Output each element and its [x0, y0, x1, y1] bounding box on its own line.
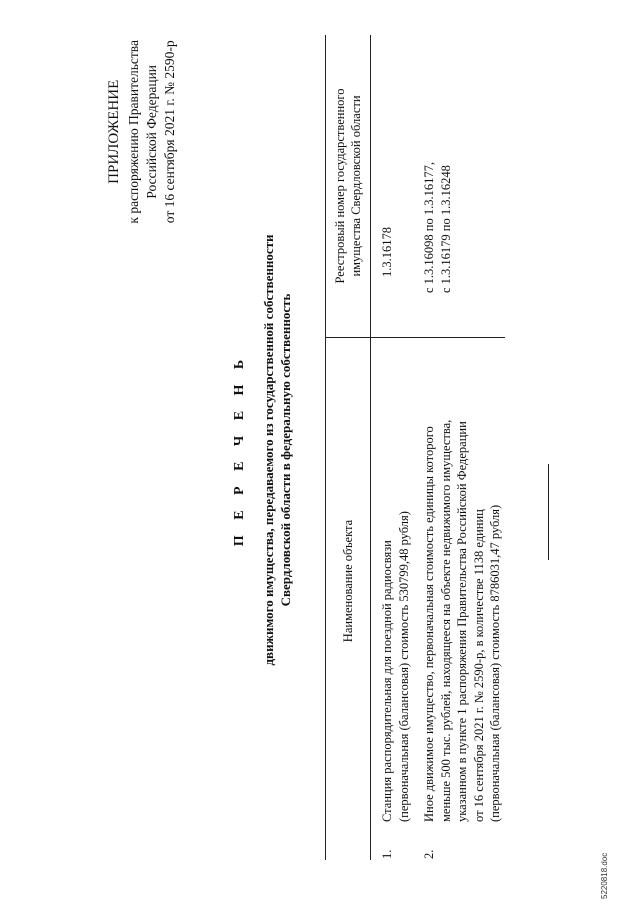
appendix-title: ПРИЛОЖЕНИЕ	[106, 79, 122, 184]
row-number: 1.	[380, 849, 394, 859]
row-name-line: указанном в пункте 1 распоряжения Правительства Российской Федерации	[455, 421, 469, 822]
appendix-line-3: от 16 сентября 2021 г. № 2590-р	[162, 40, 177, 224]
heading-title: П Е Р Е Ч Е Н Ь	[232, 353, 247, 547]
row-registry-line: с 1.3.16098 по 1.3.16177,	[422, 162, 436, 293]
heading-line-1: движимого имущества, передаваемого из государственной собственности	[261, 234, 276, 666]
header-number	[326, 824, 371, 860]
property-table	[325, 35, 505, 860]
closing-rule	[548, 464, 549, 560]
header-registry	[326, 35, 371, 338]
heading-line-2: Свердловской области в федеральную собственность	[278, 293, 293, 607]
row-name	[371, 338, 414, 825]
appendix-line-1: к распоряжению Правительства	[126, 40, 141, 224]
table-row	[413, 35, 505, 860]
row-name-line: Иное движимое имущество, первоначальная стоимость единицы которого	[422, 426, 436, 822]
row-name-line: (первоначальная (балансовая) стоимость 530799,48 рубля)	[396, 511, 411, 822]
table-header-row	[326, 35, 371, 860]
table-row	[371, 35, 414, 860]
file-code: 5220818.doc	[600, 852, 609, 899]
appendix-line-2: Российской Федерации	[144, 64, 159, 199]
row-name	[413, 338, 505, 825]
row-name-line: от 16 сентября 2021 г. № 2590-р, в количестве 1138 единиц	[471, 509, 486, 822]
appendix-block	[105, 40, 179, 224]
row-registry	[371, 35, 414, 338]
row-name-line: (первоначальная (балансовая) стоимость 8786031,47 рубля)	[488, 504, 502, 822]
header-registry-line-1: Реестровый номер государственного	[333, 88, 347, 284]
row-number: 2.	[422, 849, 436, 859]
header-name: Наименование объекта	[326, 338, 371, 825]
document-heading	[232, 40, 294, 860]
row-registry-line: 1.3.16178	[380, 227, 394, 277]
row-name-line: Станция распорядительная для поездной радиосвязи	[380, 540, 394, 822]
row-registry	[413, 35, 505, 338]
row-registry-line: с 1.3.16179 по 1.3.16248	[438, 165, 453, 293]
row-name-line: меньше 500 тыс. рублей, находящееся на объекте недвижимого имущества,	[438, 419, 453, 822]
header-registry-line-2: имущества Свердловской области	[349, 95, 363, 277]
